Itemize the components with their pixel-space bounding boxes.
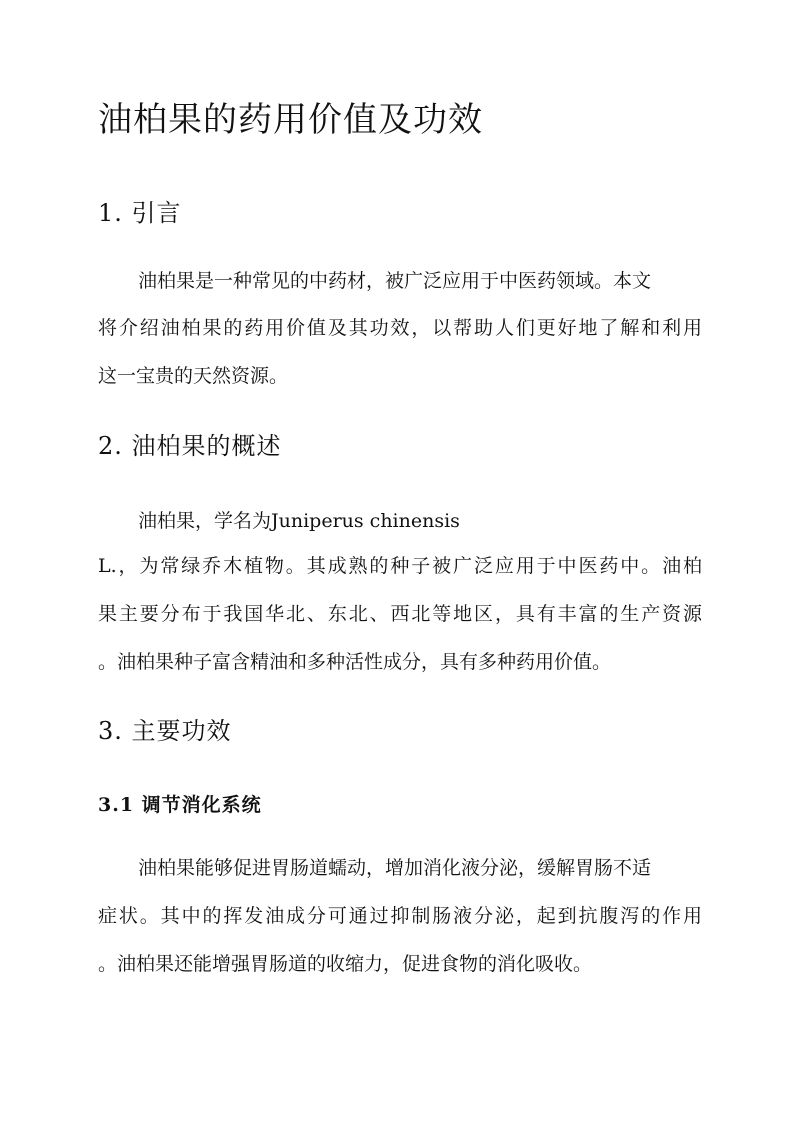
paragraph-line: 油柏果能够促进胃肠道蠕动，增加消化液分泌，缓解胃肠不适 <box>138 857 652 879</box>
section-heading-main-effects: 3. 主要功效 <box>98 717 232 745</box>
paragraph-line: L.，为常绿乔木植物。其成熟的种子被广泛应用于中医药中。油柏 <box>98 555 702 577</box>
paragraph-line: 将介绍油柏果的药用价值及其功效，以帮助人们更好地了解和利用 <box>98 317 702 339</box>
paragraph-line: 。油柏果还能增强胃肠道的收缩力，促进食物的消化吸收。 <box>98 953 593 975</box>
paragraph-line: 症状。其中的挥发油成分可通过抑制肠液分泌，起到抗腹泻的作用 <box>98 905 702 927</box>
subsection-heading-digestive: 3.1 调节消化系统 <box>98 794 262 816</box>
paragraph-line: 。油柏果种子富含精油和多种活性成分，具有多种药用价值。 <box>98 651 612 673</box>
paragraph-line: 这一宝贵的天然资源。 <box>98 365 289 387</box>
paragraph-line: 果主要分布于我国华北、东北、西北等地区，具有丰富的生产资源 <box>98 603 702 625</box>
document-title: 油柏果的药用价值及功效 <box>98 100 483 140</box>
section-heading-introduction: 1. 引言 <box>98 199 182 227</box>
paragraph-line: 油柏果，学名为Juniperus chinensis <box>138 510 460 532</box>
paragraph-line: 油柏果是一种常见的中药材，被广泛应用于中医药领域。本文 <box>138 270 652 292</box>
section-heading-overview: 2. 油柏果的概述 <box>98 432 282 460</box>
